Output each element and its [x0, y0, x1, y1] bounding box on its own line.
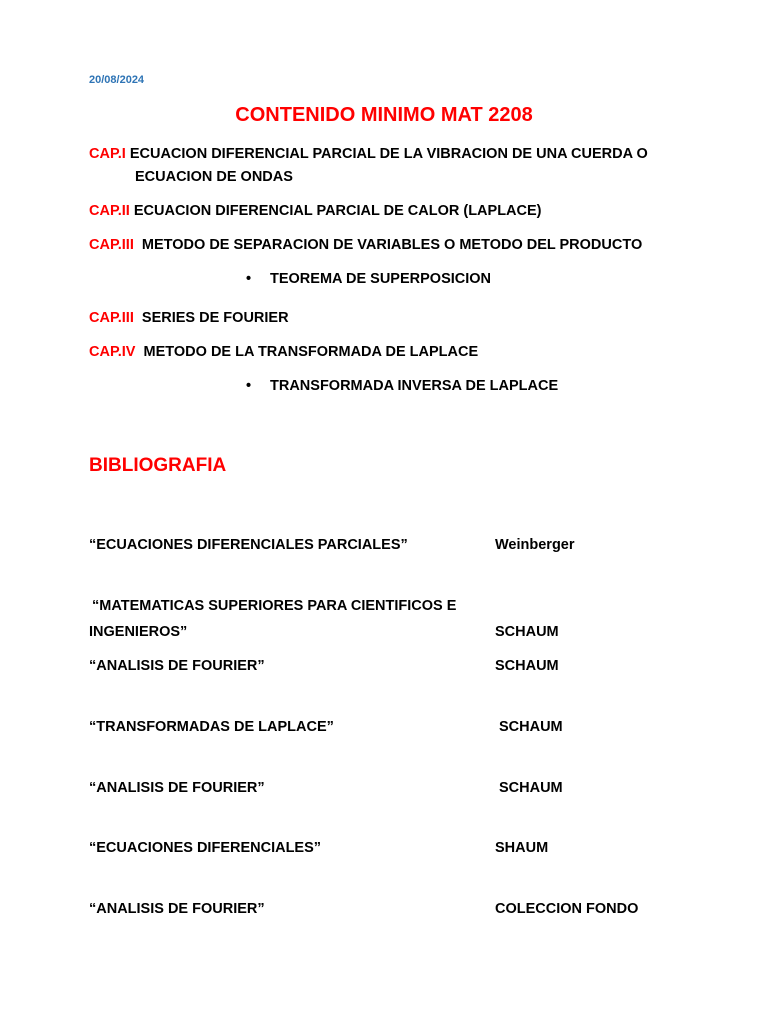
bibliography-author: SCHAUM	[499, 780, 563, 796]
chapter-4-bullet	[246, 378, 558, 394]
bullet-icon: •	[246, 378, 252, 394]
bibliography-title: “TRANSFORMADAS DE LAPLACE”	[89, 719, 334, 735]
bibliography-author: SCHAUM	[495, 624, 559, 640]
bibliography-title: “ECUACIONES DIFERENCIALES PARCIALES”	[89, 537, 408, 553]
chapter-1-continued: ECUACION DE ONDAS	[135, 169, 293, 185]
chapter-text: ECUACION DIFERENCIAL PARCIAL DE LA VIBRACION DE UNA CUERDA O	[129, 146, 648, 162]
chapter-text: METODO DE SEPARACION DE VARIABLES O METODO DEL PRODUCTO	[141, 237, 643, 253]
bullet-icon: •	[246, 271, 252, 287]
bibliography-title: “ANALISIS DE FOURIER”	[89, 780, 265, 796]
chapter-text: ECUACION DIFERENCIAL PARCIAL DE CALOR (LAPLACE)	[133, 203, 542, 219]
bibliography-title: “ECUACIONES DIFERENCIALES”	[89, 840, 322, 856]
bibliography-author: SCHAUM	[495, 658, 559, 674]
document-date: 20/08/2024	[89, 74, 145, 86]
bibliography-author: COLECCION FONDO	[495, 901, 639, 917]
chapter-label: CAP.I	[89, 146, 126, 162]
chapter-3b	[89, 310, 289, 326]
bibliography-title-continued: INGENIEROS”	[89, 624, 188, 640]
bibliography-title: “ANALISIS DE FOURIER”	[89, 658, 265, 674]
bibliography-heading: BIBLIOGRAFIA	[89, 455, 227, 476]
bibliography-title: “ANALISIS DE FOURIER”	[89, 901, 265, 917]
bibliography-author: SHAUM	[495, 840, 549, 856]
bibliography-author: Weinberger	[495, 537, 575, 553]
chapter-1	[89, 146, 648, 162]
bullet-text: TEOREMA DE SUPERPOSICION	[270, 271, 492, 287]
document-title: CONTENIDO MINIMO MAT 2208	[235, 104, 533, 126]
bibliography-author: SCHAUM	[499, 719, 563, 735]
chapter-3	[89, 237, 642, 253]
bullet-text: TRANSFORMADA INVERSA DE LAPLACE	[270, 378, 559, 394]
bibliography-title: “MATEMATICAS SUPERIORES PARA CIENTIFICOS E	[92, 598, 457, 614]
chapter-4	[89, 344, 478, 360]
chapter-label: CAP.IV	[89, 344, 136, 360]
chapter-label: CAP.III	[89, 237, 134, 253]
chapter-3-bullet	[246, 271, 491, 287]
chapter-text: SERIES DE FOURIER	[141, 310, 289, 326]
chapter-label: CAP.II	[89, 203, 130, 219]
chapter-text: METODO DE LA TRANSFORMADA DE LAPLACE	[143, 344, 479, 360]
chapter-2	[89, 203, 542, 219]
chapter-label: CAP.III	[89, 310, 134, 326]
